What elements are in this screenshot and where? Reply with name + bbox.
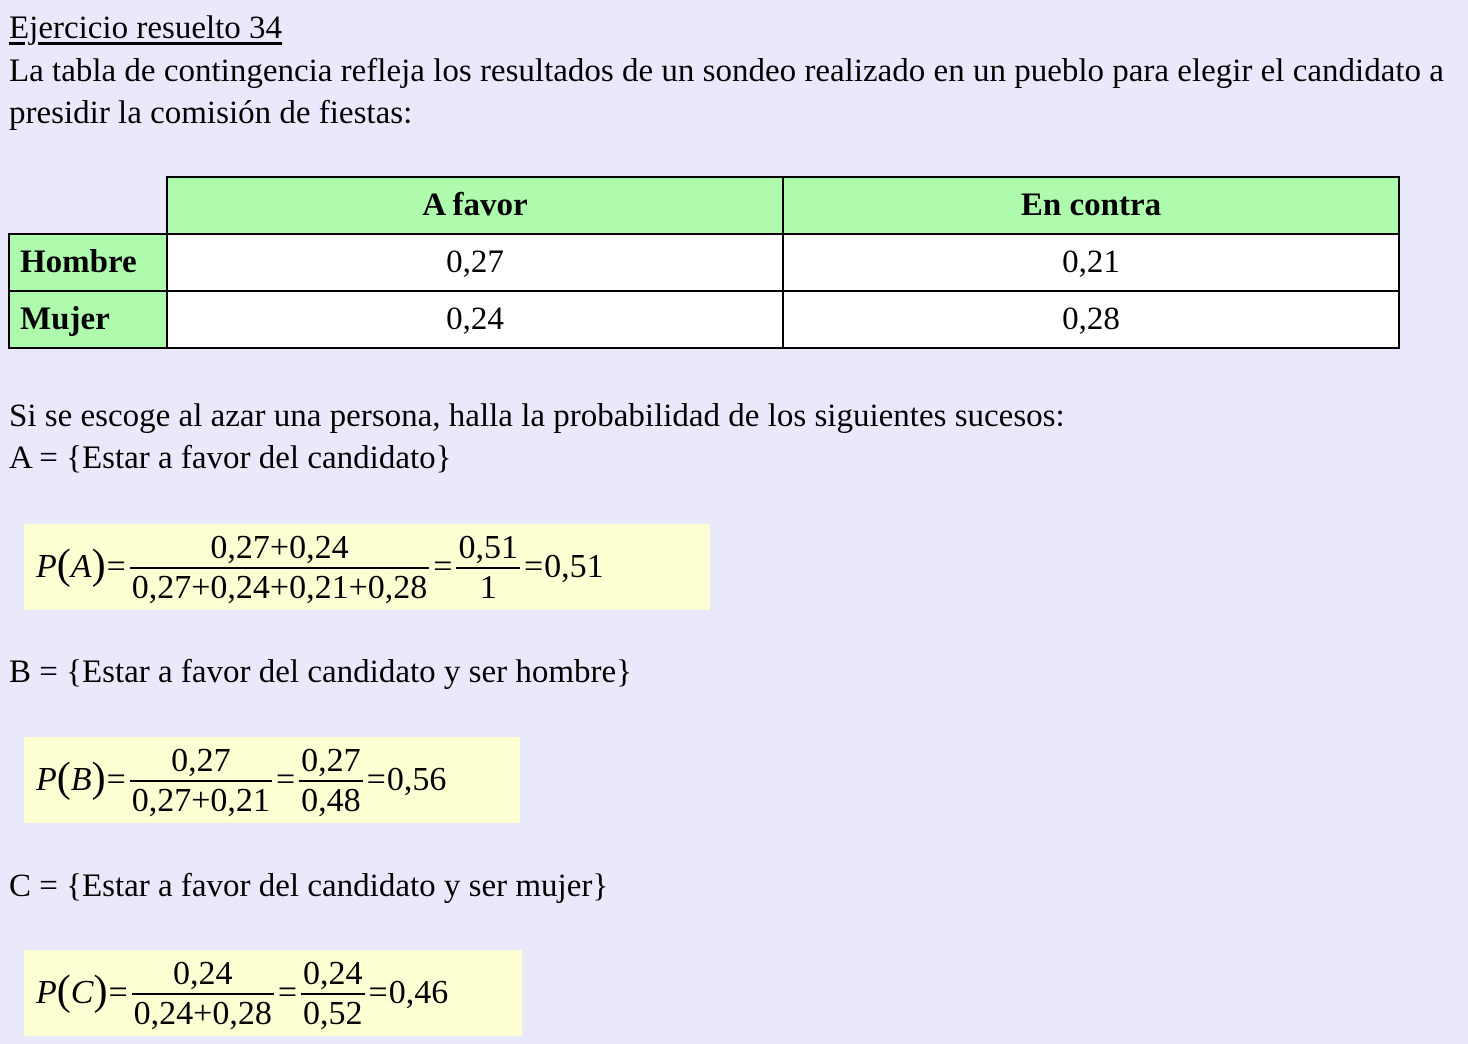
formula-pb-fraction-1 xyxy=(130,742,272,820)
row-header-mujer: Mujer xyxy=(9,291,167,348)
formula-pa-fraction-2-numerator: 0,51 xyxy=(458,529,518,566)
formula-pc-fraction-1 xyxy=(132,955,274,1033)
exercise-heading: Ejercicio resuelto 34 xyxy=(9,10,283,46)
row-header-hombre: Hombre xyxy=(9,234,167,291)
event-a-definition: A = {Estar a favor del candidato} xyxy=(9,440,452,476)
formula-pa-result: 0,51 xyxy=(544,548,604,585)
table-corner-cell xyxy=(9,177,167,234)
formula-pb-fraction-1-denominator: 0,27+0,21 xyxy=(131,782,270,819)
formula-pb: P ( B ) = $\frac{0,27}{0,27+0,21}$ = $\frac{0,27}{0,48}$ = 0,56 xyxy=(24,737,520,823)
formula-pc-fraction-2-numerator: 0,24 xyxy=(303,955,363,992)
formula-pc: P ( C ) = $\frac{0,24}{0,24+0,28}$ = $\frac{0,24}{0,52}$ = 0,46 xyxy=(24,950,522,1036)
table-row-mujer xyxy=(9,291,1399,348)
formula-pc-fraction-1-numerator: 0,24 xyxy=(173,955,233,992)
event-c-definition: C = {Estar a favor del candidato y ser mujer} xyxy=(9,868,609,904)
formula-pa-fraction-1 xyxy=(130,529,430,607)
formula-pa: P ( A ) = $\frac{0,27+0,24}{0,27+0,24+0,21+0,28}$ = $\frac{0,51}{1}$ = 0,51 xyxy=(24,524,710,610)
formula-pa-function: P xyxy=(36,548,57,585)
column-header-a-favor: A favor xyxy=(167,177,783,234)
formula-pb-fraction-2 xyxy=(299,742,363,820)
formula-pc-function: P xyxy=(36,974,57,1011)
intro-paragraph: La tabla de contingencia refleja los resultados de un sondeo realizado en un pueblo para elegir el candidato a presidir la comisión de fiestas: xyxy=(9,53,1444,131)
formula-pb-fraction-1-numerator: 0,27 xyxy=(171,742,231,779)
column-header-en-contra: En contra xyxy=(783,177,1399,234)
formula-pb-function: P xyxy=(36,761,57,798)
formula-pb-result: 0,56 xyxy=(386,761,447,798)
formula-pa-fraction-2 xyxy=(456,529,520,607)
cell-hombre-a-favor: 0,27 xyxy=(167,234,783,291)
formula-pc-result: 0,46 xyxy=(388,974,449,1011)
cell-mujer-a-favor: 0,24 xyxy=(167,291,783,348)
formula-pc-fraction-1-denominator: 0,24+0,28 xyxy=(133,995,272,1032)
formula-pa-fraction-2-denominator: 1 xyxy=(479,569,497,606)
question-text: Si se escoge al azar una persona, halla la probabilidad de los siguientes sucesos: xyxy=(9,398,1065,434)
table-row-hombre xyxy=(9,234,1399,291)
formula-pb-fraction-2-numerator: 0,27 xyxy=(301,742,361,779)
contingency-table xyxy=(8,176,1400,349)
formula-pb-variable: B xyxy=(70,761,92,798)
formula-pa-fraction-1-numerator: 0,27+0,24 xyxy=(210,529,349,566)
event-b-definition: B = {Estar a favor del candidato y ser hombre} xyxy=(9,654,633,690)
formula-pa-fraction-1-denominator: 0,27+0,24+0,21+0,28 xyxy=(131,569,428,606)
cell-hombre-en-contra: 0,21 xyxy=(783,234,1399,291)
cell-mujer-en-contra: 0,28 xyxy=(783,291,1399,348)
formula-pc-fraction-2 xyxy=(301,955,365,1033)
formula-pa-variable: A xyxy=(70,548,92,585)
formula-pc-variable: C xyxy=(70,974,94,1011)
table-header-row xyxy=(9,177,1399,234)
formula-pc-fraction-2-denominator: 0,52 xyxy=(303,995,363,1032)
formula-pb-fraction-2-denominator: 0,48 xyxy=(301,782,361,819)
